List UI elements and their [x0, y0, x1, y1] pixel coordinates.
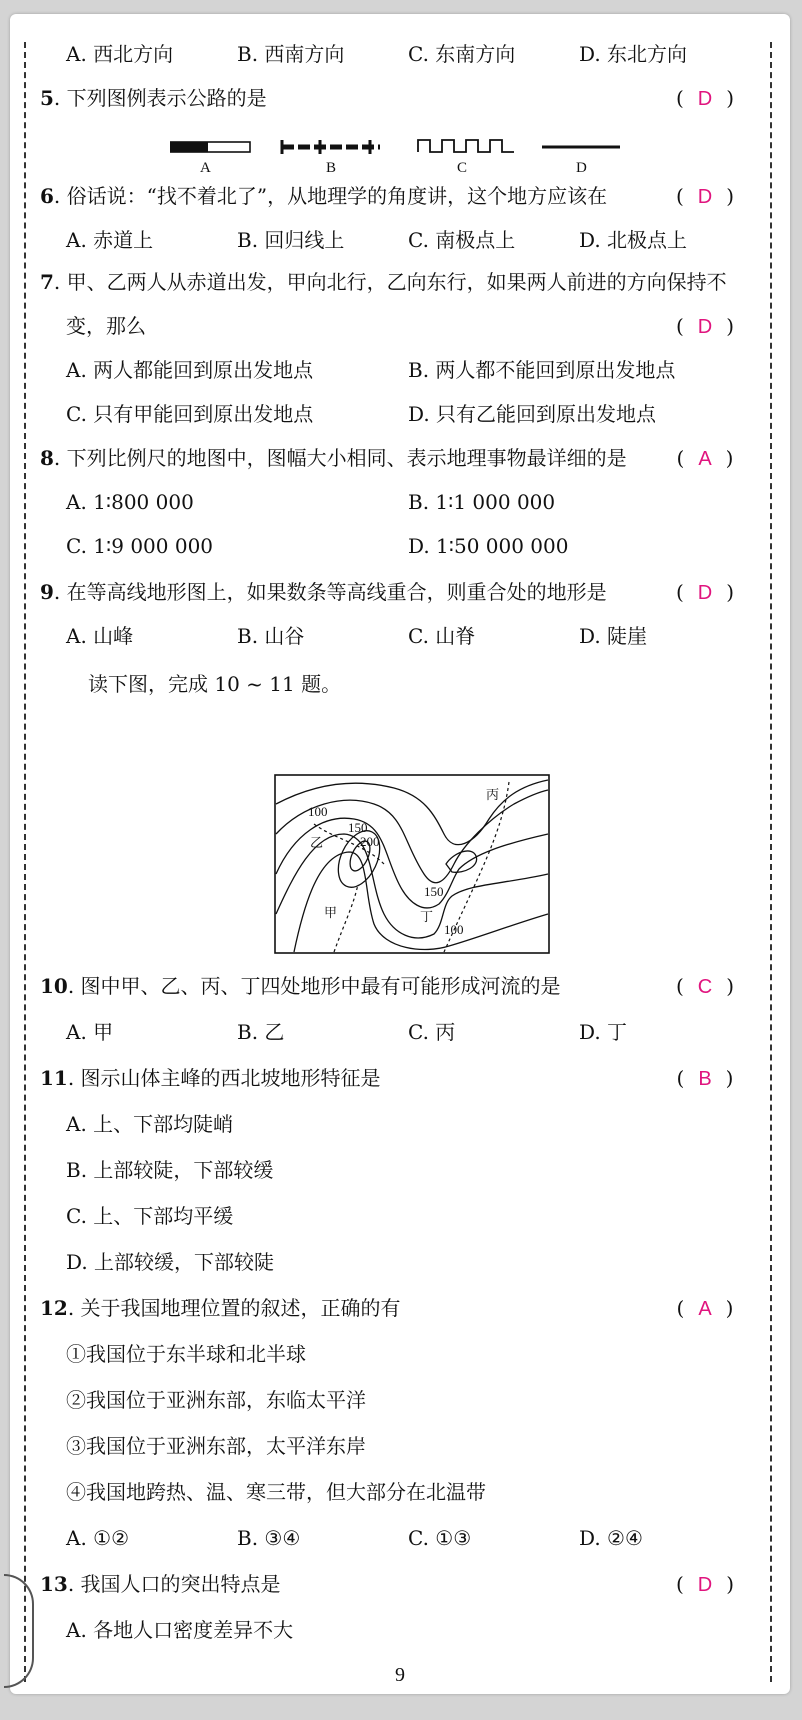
question-6: 6. 俗话说：“找不着北了”，从地理学的角度讲，这个地方应该在: [40, 184, 608, 208]
map-label-jia: 甲: [324, 905, 338, 920]
option: C. 1∶9 000 000: [66, 534, 214, 558]
option: A. 1∶800 000: [66, 490, 194, 514]
q12-statement: ①我国位于东半球和北半球: [66, 1342, 306, 1366]
option: C. 南极点上: [408, 228, 516, 252]
q12-statement: ③我国位于亚洲东部，太平洋东岸: [66, 1434, 366, 1458]
contour-map: [274, 774, 550, 954]
q8-options-row2: [66, 532, 750, 560]
q9-options: [66, 622, 750, 650]
option: B. 西南方向: [237, 42, 345, 66]
option: C. 只有甲能回到原出发地点: [66, 402, 314, 426]
left-dashed-margin: [24, 42, 26, 1682]
question-11: 11. 图示山体主峰的西北坡地形特征是: [40, 1066, 381, 1090]
option: B. 乙: [237, 1020, 285, 1044]
q7-options-row1: [66, 356, 750, 384]
legend-label-b: B: [326, 160, 337, 176]
answer-8: ( A ): [676, 446, 734, 470]
q7-options-row2: [66, 400, 750, 428]
answer-9: ( D ): [675, 580, 735, 604]
question-5: 5. 下列图例表示公路的是: [40, 86, 267, 110]
q6-options: [66, 226, 750, 254]
option: A. 西北方向: [66, 42, 174, 66]
option: C. 山脊: [408, 624, 476, 648]
question-7-cont: 变，那么: [66, 314, 146, 338]
option: A. ①②: [66, 1526, 130, 1550]
option: A. 甲: [66, 1020, 114, 1044]
q8-options-row1: [66, 488, 750, 516]
question-9: 9. 在等高线地形图上，如果数条等高线重合，则重合处的地形是: [40, 580, 607, 604]
contour-label: 150: [424, 884, 444, 899]
contour-lines: [274, 774, 550, 954]
q12-options: [66, 1524, 750, 1552]
q12-statement: ④我国地跨热、温、寒三带，但大部分在北温带: [66, 1480, 486, 1504]
option: A. 赤道上: [66, 228, 154, 252]
map-legend-figure: [170, 134, 670, 184]
right-dashed-margin: [770, 42, 772, 1682]
option: D. 陡崖: [579, 624, 648, 648]
legend-label-d: D: [576, 160, 587, 176]
option: A. 山峰: [66, 624, 134, 648]
workbook-page: [10, 14, 790, 1694]
question-10: 10. 图中甲、乙、丙、丁四处地形中最有可能形成河流的是: [40, 974, 561, 998]
q10-options: [66, 1018, 750, 1046]
legend-label-a: A: [200, 160, 211, 176]
answer-11: ( B ): [676, 1066, 734, 1090]
q4-options: [66, 40, 750, 68]
answer-13: ( D ): [675, 1572, 735, 1596]
option: B. ③④: [237, 1526, 301, 1550]
q12-statement: ②我国位于亚洲东部，东临太平洋: [66, 1388, 366, 1412]
option: C. 丙: [408, 1020, 456, 1044]
option: D. 1∶50 000 000: [408, 534, 569, 558]
question-8: 8. 下列比例尺的地图中，图幅大小相同、表示地理事物最详细的是: [40, 446, 627, 470]
option: C. 东南方向: [408, 42, 516, 66]
legend-symbols: [170, 134, 670, 174]
question-7: 7. 甲、乙两人从赤道出发，甲向北行，乙向东行，如果两人前进的方向保持不: [40, 270, 727, 294]
q13-option: A. 各地人口密度差异不大: [66, 1618, 294, 1642]
contour-label: 100: [444, 922, 464, 937]
answer-5: ( D ): [675, 86, 735, 110]
answer-7: ( D ): [675, 314, 735, 338]
option: C. ①③: [408, 1526, 472, 1550]
q11-option: A. 上、下部均陡峭: [66, 1112, 234, 1136]
option: D. 北极点上: [579, 228, 688, 252]
option: A. 两人都能回到原出发地点: [66, 358, 314, 382]
q11-option: C. 上、下部均平缓: [66, 1204, 234, 1228]
option: D. 东北方向: [579, 42, 688, 66]
map-label-yi: 乙: [310, 835, 324, 850]
question-13: 13. 我国人口的突出特点是: [40, 1572, 281, 1596]
page-number: 9: [395, 1664, 405, 1686]
option: D. 只有乙能回到原出发地点: [408, 402, 657, 426]
map-label-bing: 丙: [486, 787, 500, 802]
answer-6: ( D ): [675, 184, 735, 208]
answer-12: ( A ): [676, 1296, 734, 1320]
option: D. 丁: [579, 1020, 628, 1044]
answer-10: ( C ): [675, 974, 735, 998]
q11-option: D. 上部较缓，下部较陡: [66, 1250, 275, 1274]
option: D. ②④: [579, 1526, 643, 1550]
read-instruction: 读下图，完成 10 ~ 11 题。: [88, 672, 342, 696]
option: B. 山谷: [237, 624, 305, 648]
option: B. 两人都不能回到原出发地点: [408, 358, 676, 382]
option: B. 1∶1 000 000: [408, 490, 556, 514]
map-label-ding: 丁: [420, 909, 434, 924]
contour-label: 100: [308, 804, 328, 819]
question-12: 12. 关于我国地理位置的叙述，正确的有: [40, 1296, 401, 1320]
option: B. 回归线上: [237, 228, 345, 252]
q11-option: B. 上部较陡，下部较缓: [66, 1158, 274, 1182]
contour-label: 150: [348, 820, 368, 835]
legend-label-c: C: [457, 160, 468, 176]
contour-label: 200: [360, 834, 380, 849]
